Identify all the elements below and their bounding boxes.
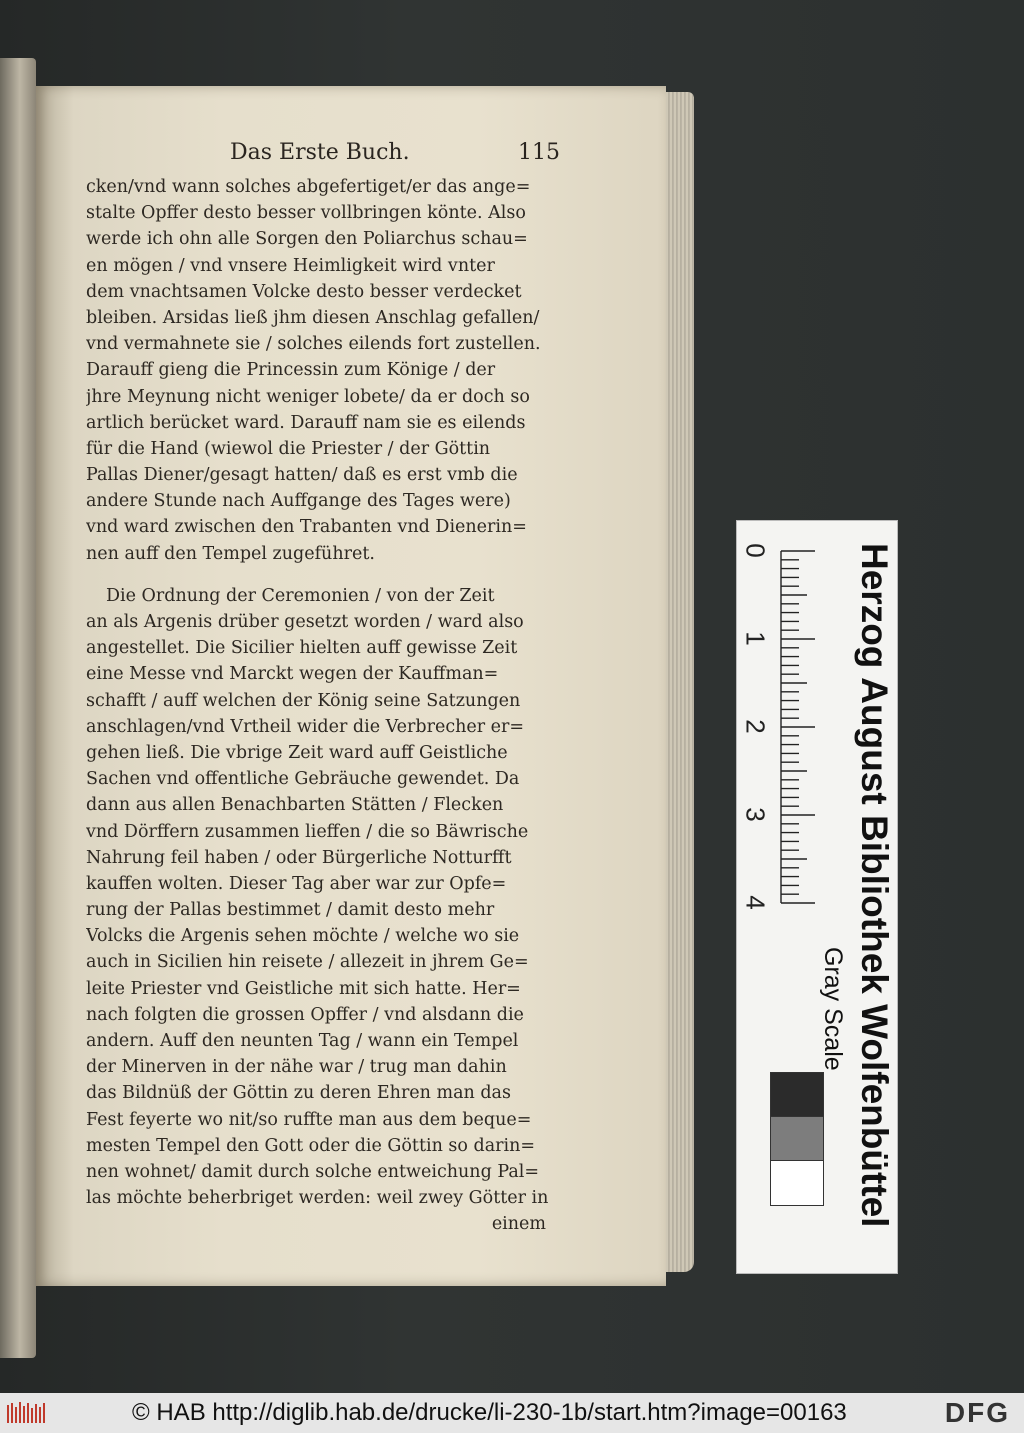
ruler-number: 1 [740, 631, 771, 646]
image-citation: © HAB http://diglib.hab.de/drucke/li-230-1b/start.htm?image=00163 [132, 1399, 847, 1426]
text-line: nen auff den Tempel zugeführet. [86, 543, 375, 564]
gray-swatch [770, 1116, 824, 1162]
text-line: nen wohnet/ damit durch solche entweichung Pal= [86, 1161, 540, 1182]
gray-scale-label: Gray Scale [819, 947, 847, 1071]
text-line: für die Hand (wiewol die Priester / der Göttin [86, 438, 491, 459]
text-line: Volcks die Argenis sehen möchte / welche wo sie [86, 926, 520, 947]
text-line: las möchte beherbriget werden: weil zwey Götter in [86, 1188, 549, 1209]
hab-logo-icon [6, 1401, 46, 1425]
gray-swatch [770, 1072, 824, 1118]
text-line: an als Argenis drüber gesetzt worden / ward also [86, 612, 524, 632]
text-line: Fest feyerte wo nit/so ruffte man aus dem beque= [86, 1109, 532, 1130]
text-line: Darauff gieng die Princessin zum Könige / der [86, 360, 496, 381]
ruler-number: 2 [740, 719, 771, 734]
text-line: dann aus allen Benachbarten Stätten / Flecken [86, 795, 504, 816]
text-line: anschlagen/vnd Vrtheil wider die Verbrecher er= [86, 716, 525, 737]
text-line: leite Priester vnd Geistliche mit sich hatte. Her= [86, 978, 521, 999]
text-line: kauffen wolten. Dieser Tag aber war zur Opfe= [86, 873, 507, 894]
page-number: 115 [518, 140, 560, 165]
previous-page-edge [0, 58, 36, 1358]
text-line: gehen ließ. Die vbrige Zeit ward auff Geistliche [86, 742, 508, 763]
paragraph-1 [86, 174, 566, 567]
ruler-number: 3 [740, 807, 771, 822]
ruler-ticks [777, 541, 817, 941]
text-line: nach folgten die grossen Opffer / vnd alsdann die [86, 1004, 524, 1025]
text-line: jhre Meynung nicht weniger lobete/ da er doch so [86, 386, 530, 407]
text-line: schafft / auff welchen der König seine Satzungen [86, 690, 521, 711]
text-line: angestellet. Die Sicilier hielten auff gewisse Zeit [86, 638, 518, 659]
text-line: mesten Tempel den Gott oder die Göttin so darin= [86, 1135, 536, 1156]
text-line: Nahrung feil haben / oder Bürgerliche Notturfft [86, 847, 512, 868]
text-line: bleiben. Arsidas ließ jhm diesen Anschlag gefallen/ [86, 307, 540, 328]
text-line: en mögen / vnd vnsere Heimligkeit wird vnter [86, 255, 495, 276]
text-line: werde ich ohn alle Sorgen den Poliarchus schau= [86, 229, 528, 250]
running-title: Das Erste Buch. [230, 140, 410, 165]
text-line: cken/vnd wann solches abgefertiget/er das ange= [86, 177, 531, 197]
text-line: vnd ward zwischen den Trabanten vnd Dienerin= [86, 517, 527, 538]
text-line: vnd Dörffern zusammen lieffen / die so Bäwrische [86, 821, 529, 842]
text-line: Sachen vnd offentliche Gebräuche gewendet. Da [86, 769, 520, 790]
text-line: Pallas Diener/gesagt hatten/ daß es erst vmb die [86, 465, 518, 486]
text-line: auch in Sicilien hin reisete / allezeit in jhrem Ge= [86, 952, 529, 973]
text-line: andern. Auff den neunten Tag / wann ein Tempel [86, 1031, 519, 1051]
text-line: dem vnachtsamen Volcke desto besser verdecket [86, 281, 522, 302]
text-line: das Bildnüß der Göttin zu deren Ehren man das [86, 1083, 511, 1104]
text-line: rung der Pallas bestimmet / damit desto mehr [86, 900, 495, 921]
text-line: andere Stunde nach Auffgange des Tages were) [86, 491, 511, 512]
footer-bar [0, 1393, 1024, 1433]
text-line: eine Messe vnd Marckt wegen der Kauffman= [86, 664, 499, 685]
text-line: der Minerven in der nähe war / trug man dahin [86, 1057, 507, 1078]
institution-label: Herzog August Bibliothek Wolfenbüttel [854, 543, 895, 1228]
ruler-number: 0 [740, 543, 771, 558]
gray-swatch [770, 1160, 824, 1206]
text-line: vnd vermahnete sie / solches eilends fort zustellen. [86, 334, 541, 355]
page-text [86, 174, 566, 1238]
running-head [230, 140, 560, 174]
text-line: artlich berücket ward. Darauff nam sie es eilends [86, 412, 526, 433]
catchword: einem [491, 1214, 546, 1235]
paragraph-2 [86, 583, 566, 1212]
ruler-number: 4 [740, 895, 771, 910]
text-line: Die Ordnung der Ceremonien / von der Zeit [106, 585, 495, 606]
text-line: stalte Opffer desto besser vollbringen könte. Also [86, 203, 526, 224]
dfg-logo: DFG [944, 1397, 1010, 1428]
